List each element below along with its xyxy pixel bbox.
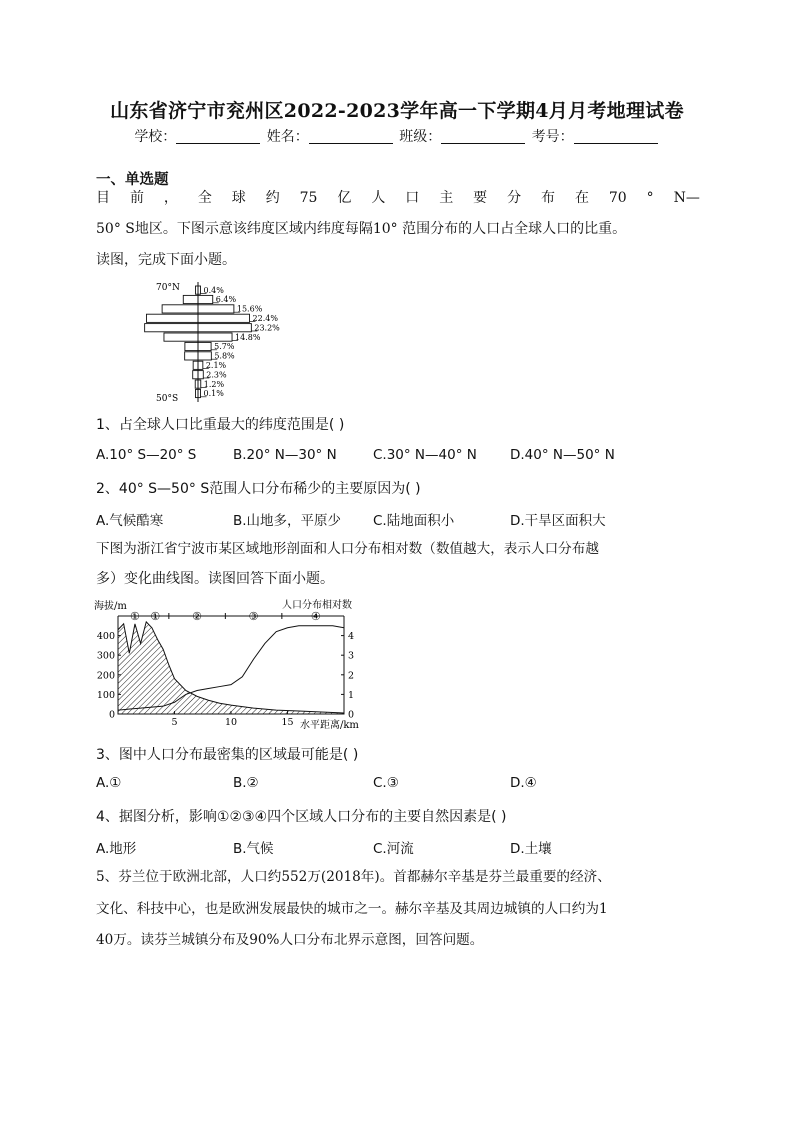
section-heading: 一、单选题 bbox=[96, 172, 169, 188]
q4-stem: 4、据图分析，影响①②③④四个区域人口分布的主要自然因素是( ) bbox=[96, 809, 507, 825]
chart2-left-tick-label: 200 bbox=[96, 670, 115, 682]
chart2-left-ylabel: 海拔/m bbox=[94, 601, 127, 612]
exam-no-field[interactable] bbox=[574, 129, 658, 144]
q1-option-b[interactable]: B.20° N—30° N bbox=[233, 447, 337, 463]
q4-option-c[interactable]: C.河流 bbox=[373, 841, 414, 857]
chart2-right-tick-label: 4 bbox=[348, 631, 355, 643]
school-field[interactable] bbox=[176, 129, 260, 144]
chart2-right-tick-label: 3 bbox=[348, 650, 355, 662]
q4-option-d[interactable]: D.土壤 bbox=[510, 841, 552, 857]
q3-option-a[interactable]: A.① bbox=[96, 775, 122, 791]
chart1-value-label: 6.4% bbox=[215, 295, 237, 305]
q3-stem: 3、图中人口分布最密集的区域最可能是( ) bbox=[96, 747, 359, 763]
q2-option-c[interactable]: C.陆地面积小 bbox=[373, 513, 455, 529]
q1-option-c[interactable]: C.30° N—40° N bbox=[373, 447, 477, 463]
chart2-left-ticks bbox=[97, 631, 121, 720]
chart2-right-ylabel: 人口分布相对数 bbox=[282, 600, 352, 611]
chart2-region-marker-secondary: ① bbox=[150, 610, 161, 623]
q3-option-d[interactable]: D.④ bbox=[510, 775, 537, 791]
intro2-line2: 多）变化曲线图。读图回答下面小题。 bbox=[96, 571, 334, 587]
chart2-x-tick-label: 10 bbox=[224, 717, 238, 728]
q5-line3: 40万。读芬兰城镇分布及90%人口分布北界示意图，回答问题。 bbox=[96, 932, 484, 948]
chart2-region-marker: ④ bbox=[310, 610, 321, 623]
intro1-line1: 目 前 ， 全 球 约 75 亿 人 口 主 要 分 布 在 70 ° N— bbox=[96, 190, 700, 206]
chart2-x-tick-label: 15 bbox=[281, 717, 294, 728]
chart1-value-label: 0.1% bbox=[203, 389, 224, 399]
chart2-x-tick-label: 5 bbox=[171, 717, 178, 728]
school-label: 学校： bbox=[134, 129, 177, 145]
intro1-line2: 50° S地区。下图示意该纬度区域内纬度每隔10° 范围分布的人口占全球人口的比重。 bbox=[96, 221, 627, 237]
q5-line2: 文化、科技中心，也是欧洲发展最快的城市之一。赫尔辛基及其周边城镇的人口约为1 bbox=[96, 901, 608, 917]
q2-stem: 2、40° S—50° S范围人口分布稀少的主要原因为( ) bbox=[96, 481, 421, 497]
exam-no-label: 考号： bbox=[531, 129, 574, 145]
intro1-line3: 读图，完成下面小题。 bbox=[96, 252, 236, 268]
chart1-value-label: 14.8% bbox=[235, 332, 261, 342]
student-info bbox=[0, 126, 794, 146]
chart2-left-tick-label: 0 bbox=[108, 709, 115, 721]
chart2-terrain-area bbox=[118, 622, 344, 714]
chart2-left-tick-label: 300 bbox=[96, 650, 115, 662]
chart1-value-label: 5.7% bbox=[214, 342, 235, 352]
q3-option-b[interactable]: B.② bbox=[233, 775, 259, 791]
class-label: 班级： bbox=[399, 129, 442, 145]
q3-option-c[interactable]: C.③ bbox=[373, 775, 399, 791]
chart1-value-label: 2.1% bbox=[205, 361, 227, 370]
chart2-region-marker: ① bbox=[130, 610, 140, 623]
chart2-region-marker: ② bbox=[192, 610, 203, 623]
chart2-region-marker: ③ bbox=[248, 610, 259, 623]
q2-option-a[interactable]: A.气候酷寒 bbox=[96, 513, 164, 529]
chart1-bottom-label: 50°S bbox=[156, 394, 179, 404]
q2-option-d[interactable]: D.干旱区面积大 bbox=[510, 513, 606, 529]
chart1-value-label: 15.6% bbox=[236, 304, 263, 314]
latitude-population-chart bbox=[94, 278, 344, 408]
class-field[interactable] bbox=[441, 129, 525, 144]
chart2-right-ticks bbox=[341, 631, 354, 720]
chart1-bars bbox=[145, 286, 281, 398]
chart1-value-label: 23.2% bbox=[254, 323, 280, 333]
q1-option-a[interactable]: A.10° S—20° S bbox=[96, 447, 197, 463]
q1-stem: 1、占全球人口比重最大的纬度范围是( ) bbox=[96, 417, 345, 433]
q4-option-a[interactable]: A.地形 bbox=[96, 841, 137, 857]
chart1-value-label: 0.4% bbox=[203, 285, 224, 295]
chart2-xlabel: 水平距离/km bbox=[300, 720, 359, 731]
q4-option-b[interactable]: B.气候 bbox=[233, 841, 274, 857]
chart1-value-label: 1.2% bbox=[203, 379, 225, 389]
page-title: 山东省济宁市兖州区2022-2023学年高一下学期4月月考地理试卷 bbox=[110, 100, 684, 122]
chart2-right-tick-label: 2 bbox=[348, 670, 355, 682]
chart1-value-label: 2.3% bbox=[206, 370, 227, 380]
chart2-left-tick-label: 100 bbox=[96, 689, 115, 701]
chart1-value-label: 5.8% bbox=[214, 351, 235, 361]
name-field[interactable] bbox=[309, 129, 393, 144]
q2-option-b[interactable]: B.山地多，平原少 bbox=[233, 513, 342, 529]
chart1-top-label: 70°N bbox=[156, 283, 180, 293]
intro2-line1: 下图为浙江省宁波市某区域地形剖面和人口分布相对数（数值越大，表示人口分布越 bbox=[96, 541, 599, 557]
chart2-right-tick-label: 1 bbox=[348, 689, 355, 701]
q1-option-d[interactable]: D.40° N—50° N bbox=[510, 447, 615, 463]
chart1-value-label: 22.4% bbox=[252, 314, 278, 323]
name-label: 姓名： bbox=[266, 129, 309, 145]
chart2-right-tick-label: 0 bbox=[348, 709, 355, 721]
terrain-population-chart bbox=[92, 596, 372, 736]
chart2-left-tick-label: 400 bbox=[96, 631, 115, 643]
q5-line1: 5、芬兰位于欧洲北部，人口约552万(2018年)。首都赫尔辛基是芬兰最重要的经济、 bbox=[96, 869, 611, 885]
